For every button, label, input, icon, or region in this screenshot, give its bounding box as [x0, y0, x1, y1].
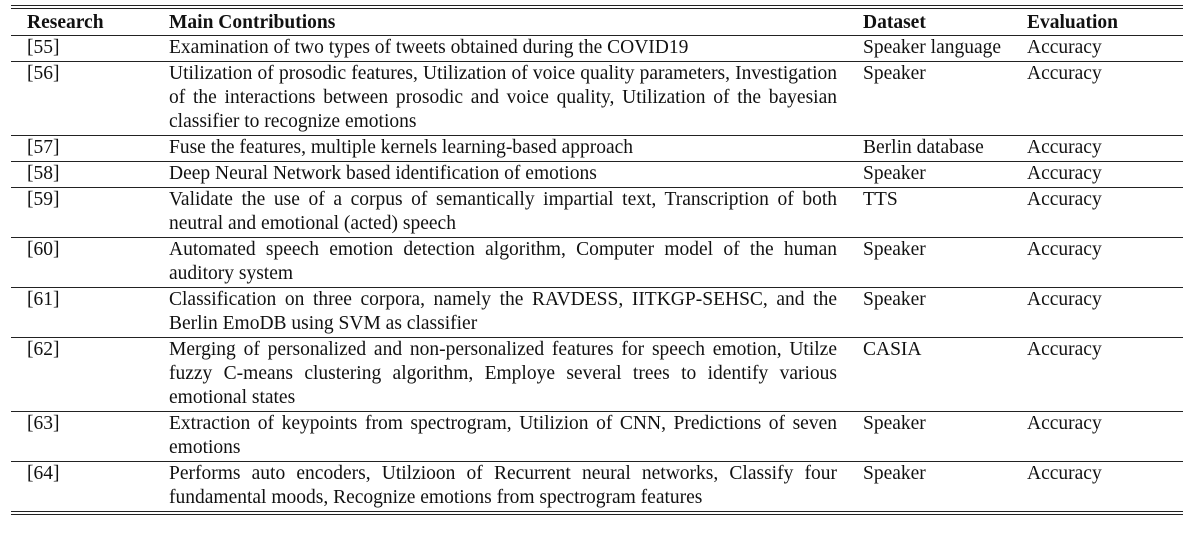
- cell-contribution: Automated speech emotion detection algorithm, Computer model of the human auditory system: [153, 238, 849, 288]
- literature-table: [11, 5, 1183, 515]
- cell-research: [60]: [11, 238, 153, 288]
- cell-contribution: Classification on three corpora, namely the RAVDESS, IITKGP-SEHSC, and the Berlin EmoDB using SVM as classifier: [153, 288, 849, 338]
- cell-dataset: Speaker: [849, 288, 1013, 338]
- bottom-double-rule: [11, 511, 1183, 515]
- cell-research: [63]: [11, 412, 153, 462]
- table-row: [11, 62, 1183, 136]
- cell-dataset: Speaker: [849, 62, 1013, 136]
- cell-dataset: Speaker: [863, 463, 926, 484]
- header-research: Research: [11, 9, 153, 36]
- cell-contribution: Merging of personalized and non-personalized features for speech emotion, Utilze fuzzy C-means clustering algorithm, Employe several trees to identify various emotional states: [153, 338, 849, 412]
- cell-evaluation: Accuracy: [1027, 463, 1102, 484]
- cell-contribution: Extraction of keypoints from spectrogram, Utilizion of CNN, Predictions of seven emotions: [153, 412, 849, 462]
- cell-dataset: Speaker: [849, 238, 1013, 288]
- table-row: [11, 412, 1183, 462]
- cell-evaluation: Accuracy: [1013, 136, 1183, 162]
- cell-evaluation: Accuracy: [1013, 288, 1183, 338]
- cell-dataset: Berlin database: [849, 136, 1013, 162]
- header-contributions: Main Contributions: [153, 9, 849, 36]
- cell-contribution: Validate the use of a corpus of semantically impartial text, Transcription of both neutral and emotional (acted) speech: [153, 188, 849, 238]
- cell-contribution: Deep Neural Network based identification of emotions: [153, 162, 849, 188]
- header-row: [11, 9, 1183, 36]
- cell-evaluation: Accuracy: [1013, 188, 1183, 238]
- cell-dataset: Speaker language: [849, 36, 1013, 62]
- table-row: [11, 136, 1183, 162]
- cell-contribution: Examination of two types of tweets obtained during the COVID19: [153, 36, 849, 62]
- comparison-table: [11, 9, 1183, 511]
- cell-research: [56]: [11, 62, 153, 136]
- cell-evaluation: Accuracy: [1013, 162, 1183, 188]
- cell-contribution: Utilization of prosodic features, Utilization of voice quality parameters, Investigation of the interactions between prosodic and voice quality, Utilization of the bayesian classifier to recognize emotions: [153, 62, 849, 136]
- table-row: [11, 162, 1183, 188]
- cell-dataset: TTS: [849, 188, 1013, 238]
- cell-dataset: CASIA: [849, 338, 1013, 412]
- table-row: [11, 36, 1183, 62]
- cell-research: [61]: [11, 288, 153, 338]
- cell-evaluation: Accuracy: [1013, 62, 1183, 136]
- table-row: [11, 188, 1183, 238]
- table-row: [11, 288, 1183, 338]
- cell-evaluation: Accuracy: [1013, 238, 1183, 288]
- cell-research: [62]: [11, 338, 153, 412]
- cell-research: [59]: [11, 188, 153, 238]
- cell-evaluation: Accuracy: [1013, 36, 1183, 62]
- cell-research: [57]: [11, 136, 153, 162]
- table-row: [11, 238, 1183, 288]
- cell-contribution: Fuse the features, multiple kernels learning-based approach: [153, 136, 849, 162]
- cell-research: [55]: [11, 36, 153, 62]
- cell-research: [64]: [27, 463, 60, 484]
- table-row: [11, 462, 1183, 512]
- header-evaluation: Evaluation: [1013, 9, 1183, 36]
- cell-contribution: Performs auto encoders, Utilzioon of Recurrent neural networks, Classify four fundamental moods, Recognize emotions from spectrogram features: [169, 463, 837, 508]
- cell-evaluation: Accuracy: [1013, 412, 1183, 462]
- header-dataset: Dataset: [849, 9, 1013, 36]
- table-row: [11, 338, 1183, 412]
- cell-dataset: Speaker: [849, 162, 1013, 188]
- cell-evaluation: Accuracy: [1013, 338, 1183, 412]
- cell-research: [58]: [11, 162, 153, 188]
- cell-dataset: Speaker: [849, 412, 1013, 462]
